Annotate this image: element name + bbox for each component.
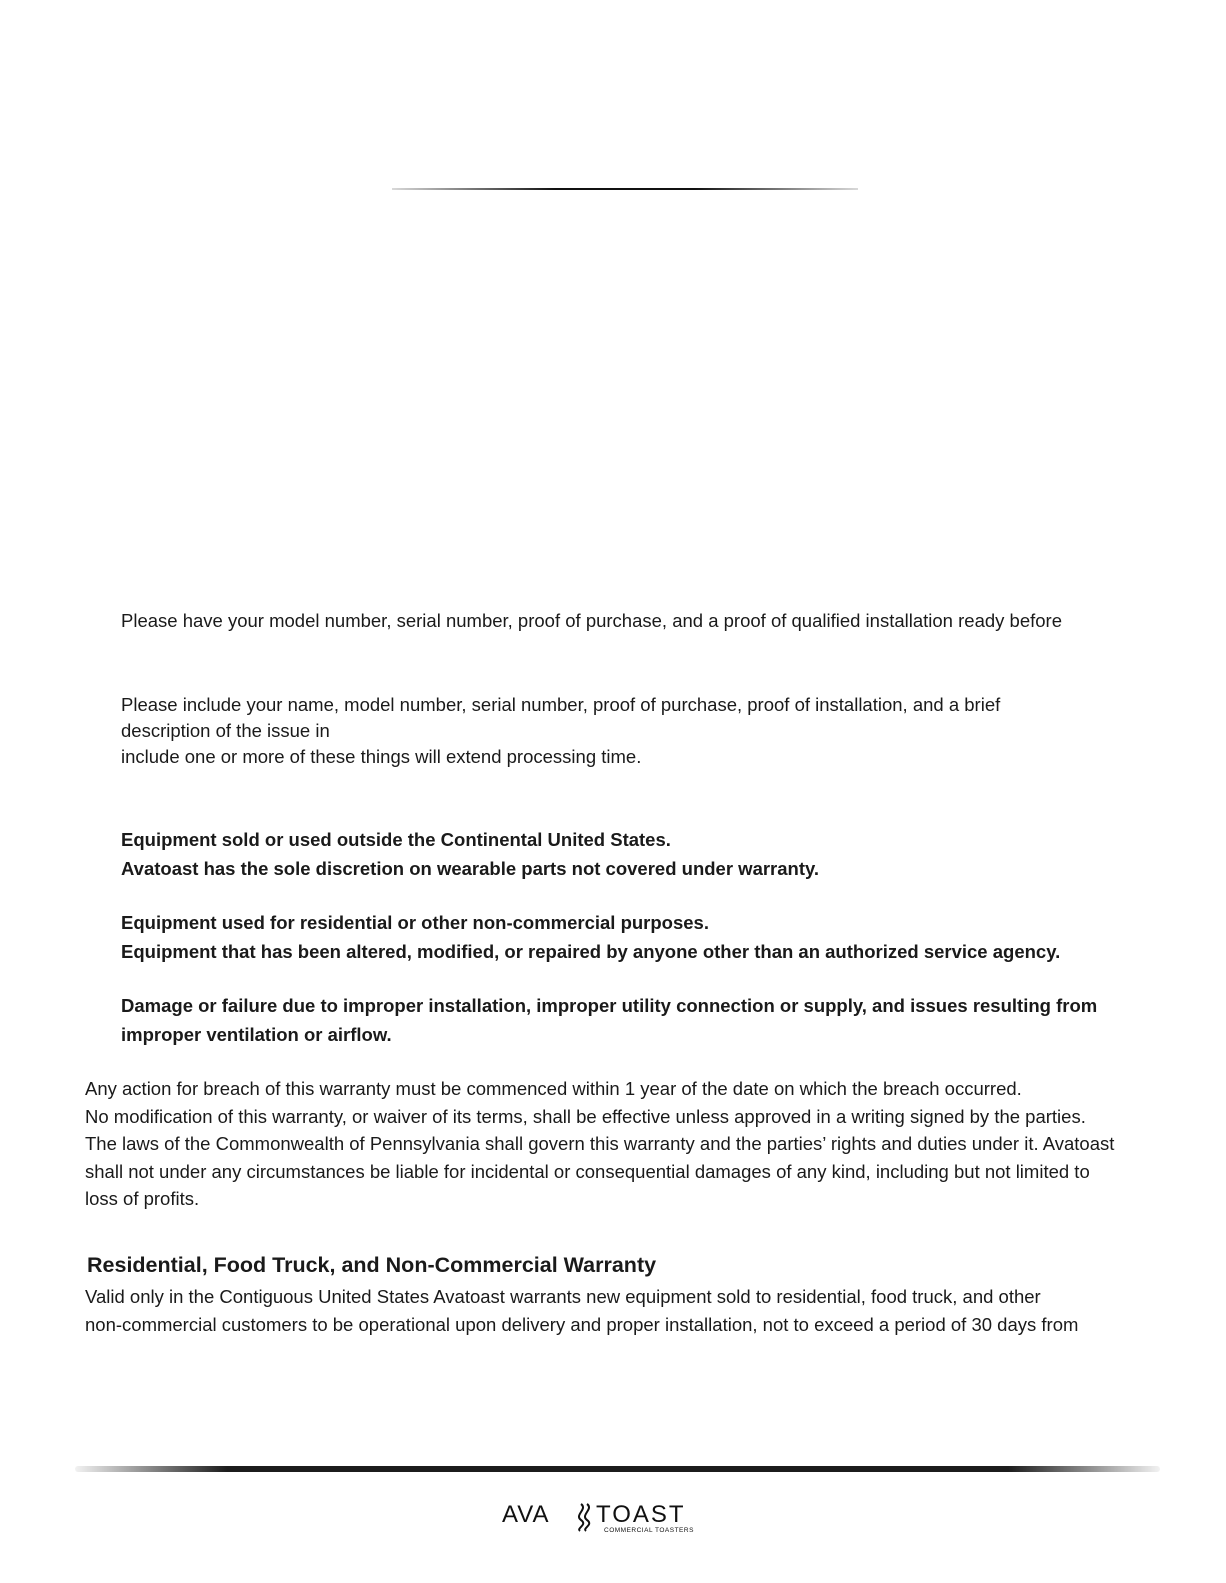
legal-line: loss of profits. [85,1188,200,1209]
logo-text-toast: TOAST [596,1501,686,1528]
residential-line: Valid only in the Contiguous United States Avatoast warrants new equipment sold to residential, food truck, and other [85,1286,1041,1307]
logo-tagline: COMMERCIAL TOASTERS [604,1527,694,1534]
email-support-line-3: include one or more of these things will extend processing time. [121,746,642,767]
exclusion-group-2 [121,908,1121,966]
residential-warranty-text [85,1283,1155,1338]
logo-text-ava: AVA [502,1501,550,1528]
flame-icon [579,1504,589,1531]
legal-line: shall not under any circumstances be liable for incidental or consequential damages of any kind, including but not limited to [85,1160,1090,1182]
email-support-text [121,692,1121,770]
top-divider [392,188,858,190]
legal-line: The laws of the Commonwealth of Pennsylvania shall govern this warranty and the parties’ rights and duties under it. Avatoast [85,1133,1115,1154]
avatoast-logo-mark [502,1500,732,1534]
exclusion-group-1 [121,825,1121,883]
exclusion-item: Damage or failure due to improper installation, improper utility connection or supply, and issues resulting from [121,995,1098,1016]
avatoast-logo [502,1500,732,1534]
exclusion-group-3 [121,991,1121,1049]
bottom-divider [75,1466,1160,1472]
exclusion-item: Equipment sold or used outside the Continental United States. [121,829,671,850]
email-support-line-2: description of the issue in [121,720,330,741]
exclusion-item: Equipment used for residential or other non-commercial purposes. [121,912,709,933]
phone-support-text [121,608,1121,634]
legal-line: Any action for breach of this warranty must be commenced within 1 year of the date on which the breach occurred. [85,1078,1022,1099]
residential-warranty-heading: Residential, Food Truck, and Non-Commercial Warranty [87,1253,657,1277]
email-support-line-1: Please include your name, model number, serial number, proof of purchase, proof of installation, and a brief [121,694,1001,715]
exclusion-item: Avatoast has the sole discretion on wearable parts not covered under warranty. [121,858,820,879]
exclusion-item: improper ventilation or airflow. [121,1024,392,1045]
legal-terms [85,1075,1155,1213]
exclusion-item: Equipment that has been altered, modified, or repaired by anyone other than an authorized service agency. [121,941,1061,962]
residential-line: non-commercial customers to be operational upon delivery and proper installation, not to exceed a period of 30 days from [85,1313,1079,1335]
legal-line: No modification of this warranty, or waiver of its terms, shall be effective unless approved in a writing signed by the parties. [85,1105,1086,1127]
phone-support-line: Please have your model number, serial number, proof of purchase, and a proof of qualified installation ready before [121,610,1062,631]
